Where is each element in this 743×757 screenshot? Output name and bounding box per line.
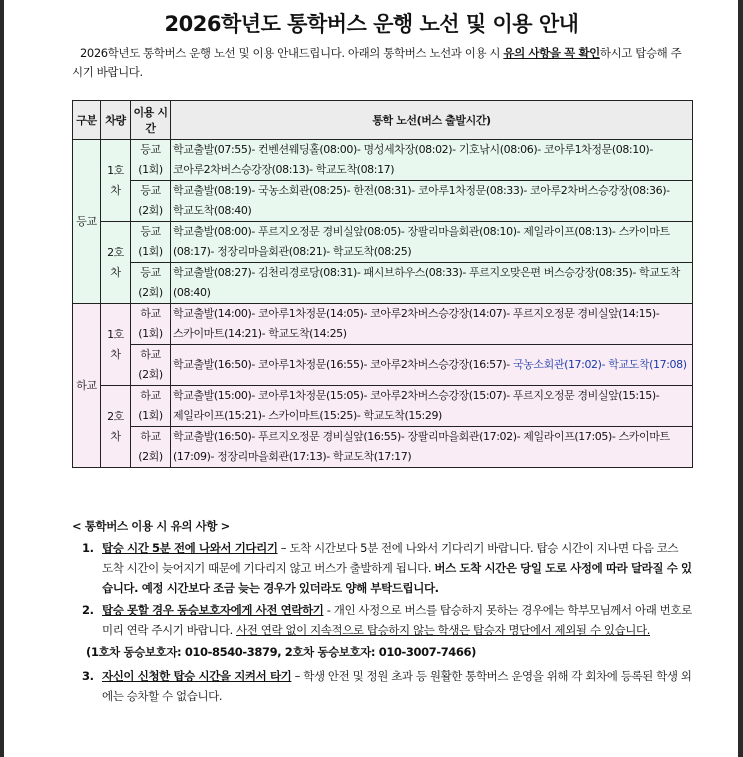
header-route: 통학 노선(버스 출발시간) <box>171 101 693 140</box>
left-border <box>0 0 4 757</box>
route-cell: 학교출발(16:50)- 코아루1차정문(16:55)- 코아루2차버스승강장(16:57)- 국농소회관(17:02)- 학교도착(17:08) <box>171 345 693 386</box>
table-header-row <box>73 101 693 140</box>
note-item-1: 1. 탑승 시간 5분 전에 나와서 기다리기 – 도착 시간보다 5분 전에 나와서 기다리기 바랍니다. 탑승 시간이 지나면 다음 코스 도착 시간이 늦어지기 때문에 기다리지 않고 버스가 출발하게 됩니다. 버스 도착 시간은 당일 도로 사정에 따라 달라질 수 있습니다. 예정 시간보다 조금 늦는 경우가 있더라도 양해 부탁드립니다. <box>82 541 692 595</box>
route-cell: 학교출발(14:00)- 코아루1차정문(14:05)- 코아루2차버스승강장(14:07)- 푸르지오정문 경비실앞(14:15)- 스카이마트(14:21)- 학교도착(14:25) <box>171 304 693 345</box>
header-category: 구분 <box>73 101 101 140</box>
time-cell: 하교 (1회) <box>131 386 171 427</box>
table-row <box>73 222 693 263</box>
notes-heading: < 통학버스 이용 시 유의 사항 > <box>72 519 230 533</box>
category-cell-back: 하교 <box>73 304 101 468</box>
table-row <box>73 181 693 222</box>
intro-emphasis: 유의 사항을 꼭 확인 <box>503 46 600 60</box>
time-cell: 등교 (1회) <box>131 222 171 263</box>
table-row <box>73 345 693 386</box>
route-cell: 학교출발(15:00)- 코아루1차정문(15:05)- 코아루2차버스승강장(15:07)- 푸르지오정문 경비실앞(15:15)- 제일라이프(15:21)- 스카이마트(15:25)- 학교도착(15:29) <box>171 386 693 427</box>
bus-cell: 1호 차 <box>101 304 131 386</box>
note-item-3: 3. 자신이 신청한 탑승 시간을 지켜서 타기 – 학생 안전 및 정원 초과 등 원활한 통학버스 운영을 위해 각 회차에 등록된 학생 외에는 승차할 수 없습니다. <box>82 669 692 703</box>
route-cell: 학교출발(08:19)- 국농소회관(08:25)- 한전(08:31)- 코아루1차정문(08:33)- 코아루2차버스승강장(08:36)- 학교도착(08:40) <box>171 181 693 222</box>
intro-text-1: 2026학년도 통학버스 운행 노선 및 이용 안내드립니다. 아래의 통학버스 노선과 이용 시 <box>80 46 504 60</box>
route-highlight: 국농소회관(17:02)- 학교도착(17:08) <box>512 358 687 371</box>
table-row <box>73 304 693 345</box>
header-time: 이용 시간 <box>131 101 171 140</box>
right-border <box>738 0 743 757</box>
note-item-2: 2. 탑승 못할 경우 동승보호자에게 사전 연락하기 - 개인 사정으로 버스를 탑승하지 못하는 경우에는 학부모님께서 아래 번호로 미리 연락 주시기 바랍니다. 사전 연락 없이 지속적으로 탑승하지 않는 학생은 탑승자 명단에서 제외될 수 있습니다. <box>82 603 692 637</box>
intro-paragraph <box>72 44 688 82</box>
page-title: 2026학년도 통학버스 운행 노선 및 이용 안내 <box>164 12 579 36</box>
intro-text-2: 하시고 탑승해 주시기 바랍니다. <box>72 46 682 79</box>
time-cell: 등교 (1회) <box>131 140 171 181</box>
table-row <box>73 427 693 468</box>
route-cell: 학교출발(16:50)- 푸르지오정문 경비실앞(16:55)- 장팔리마을회관(17:02)- 제일라이프(17:05)- 스카이마트(17:09)- 정장리마을회관(17:13)- 학교도착(17:17) <box>171 427 693 468</box>
bus-cell: 1호 차 <box>101 140 131 222</box>
bus-cell: 2호 차 <box>101 222 131 304</box>
route-cell: 학교출발(08:00)- 푸르지오정문 경비실앞(08:05)- 장팔리마을회관(08:10)- 제일라이프(08:13)- 스카이마트(08:17)- 정장리마을회관(08:21)- 학교도착(08:25) <box>171 222 693 263</box>
bus-schedule-table <box>72 100 693 468</box>
guardian-contacts: (1호차 동승보호자: 010-8540-3879, 2호차 동승보호자: 010-3007-7466) <box>86 645 476 659</box>
table-row <box>73 263 693 304</box>
category-cell-go: 등교 <box>73 140 101 304</box>
time-cell: 하교 (1회) <box>131 304 171 345</box>
table-row <box>73 386 693 427</box>
time-cell: 하교 (2회) <box>131 427 171 468</box>
bus-cell: 2호 차 <box>101 386 131 468</box>
table-row <box>73 140 693 181</box>
route-cell: 학교출발(08:27)- 김천리경로당(08:31)- 패시브하우스(08:33)- 푸르지오맞은편 버스승강장(08:35)- 학교도착(08:40) <box>171 263 693 304</box>
time-cell: 하교 (2회) <box>131 345 171 386</box>
header-bus: 차량 <box>101 101 131 140</box>
notes-section <box>72 516 692 708</box>
route-cell: 학교출발(07:55)- 컨벤션웨딩홀(08:00)- 명성세차장(08:02)- 기호낚시(08:06)- 코아루1차정문(08:10)- 코아루2차버스승강장(08:13)- 학교도착(08:17) <box>171 140 693 181</box>
time-cell: 등교 (2회) <box>131 181 171 222</box>
time-cell: 등교 (2회) <box>131 263 171 304</box>
